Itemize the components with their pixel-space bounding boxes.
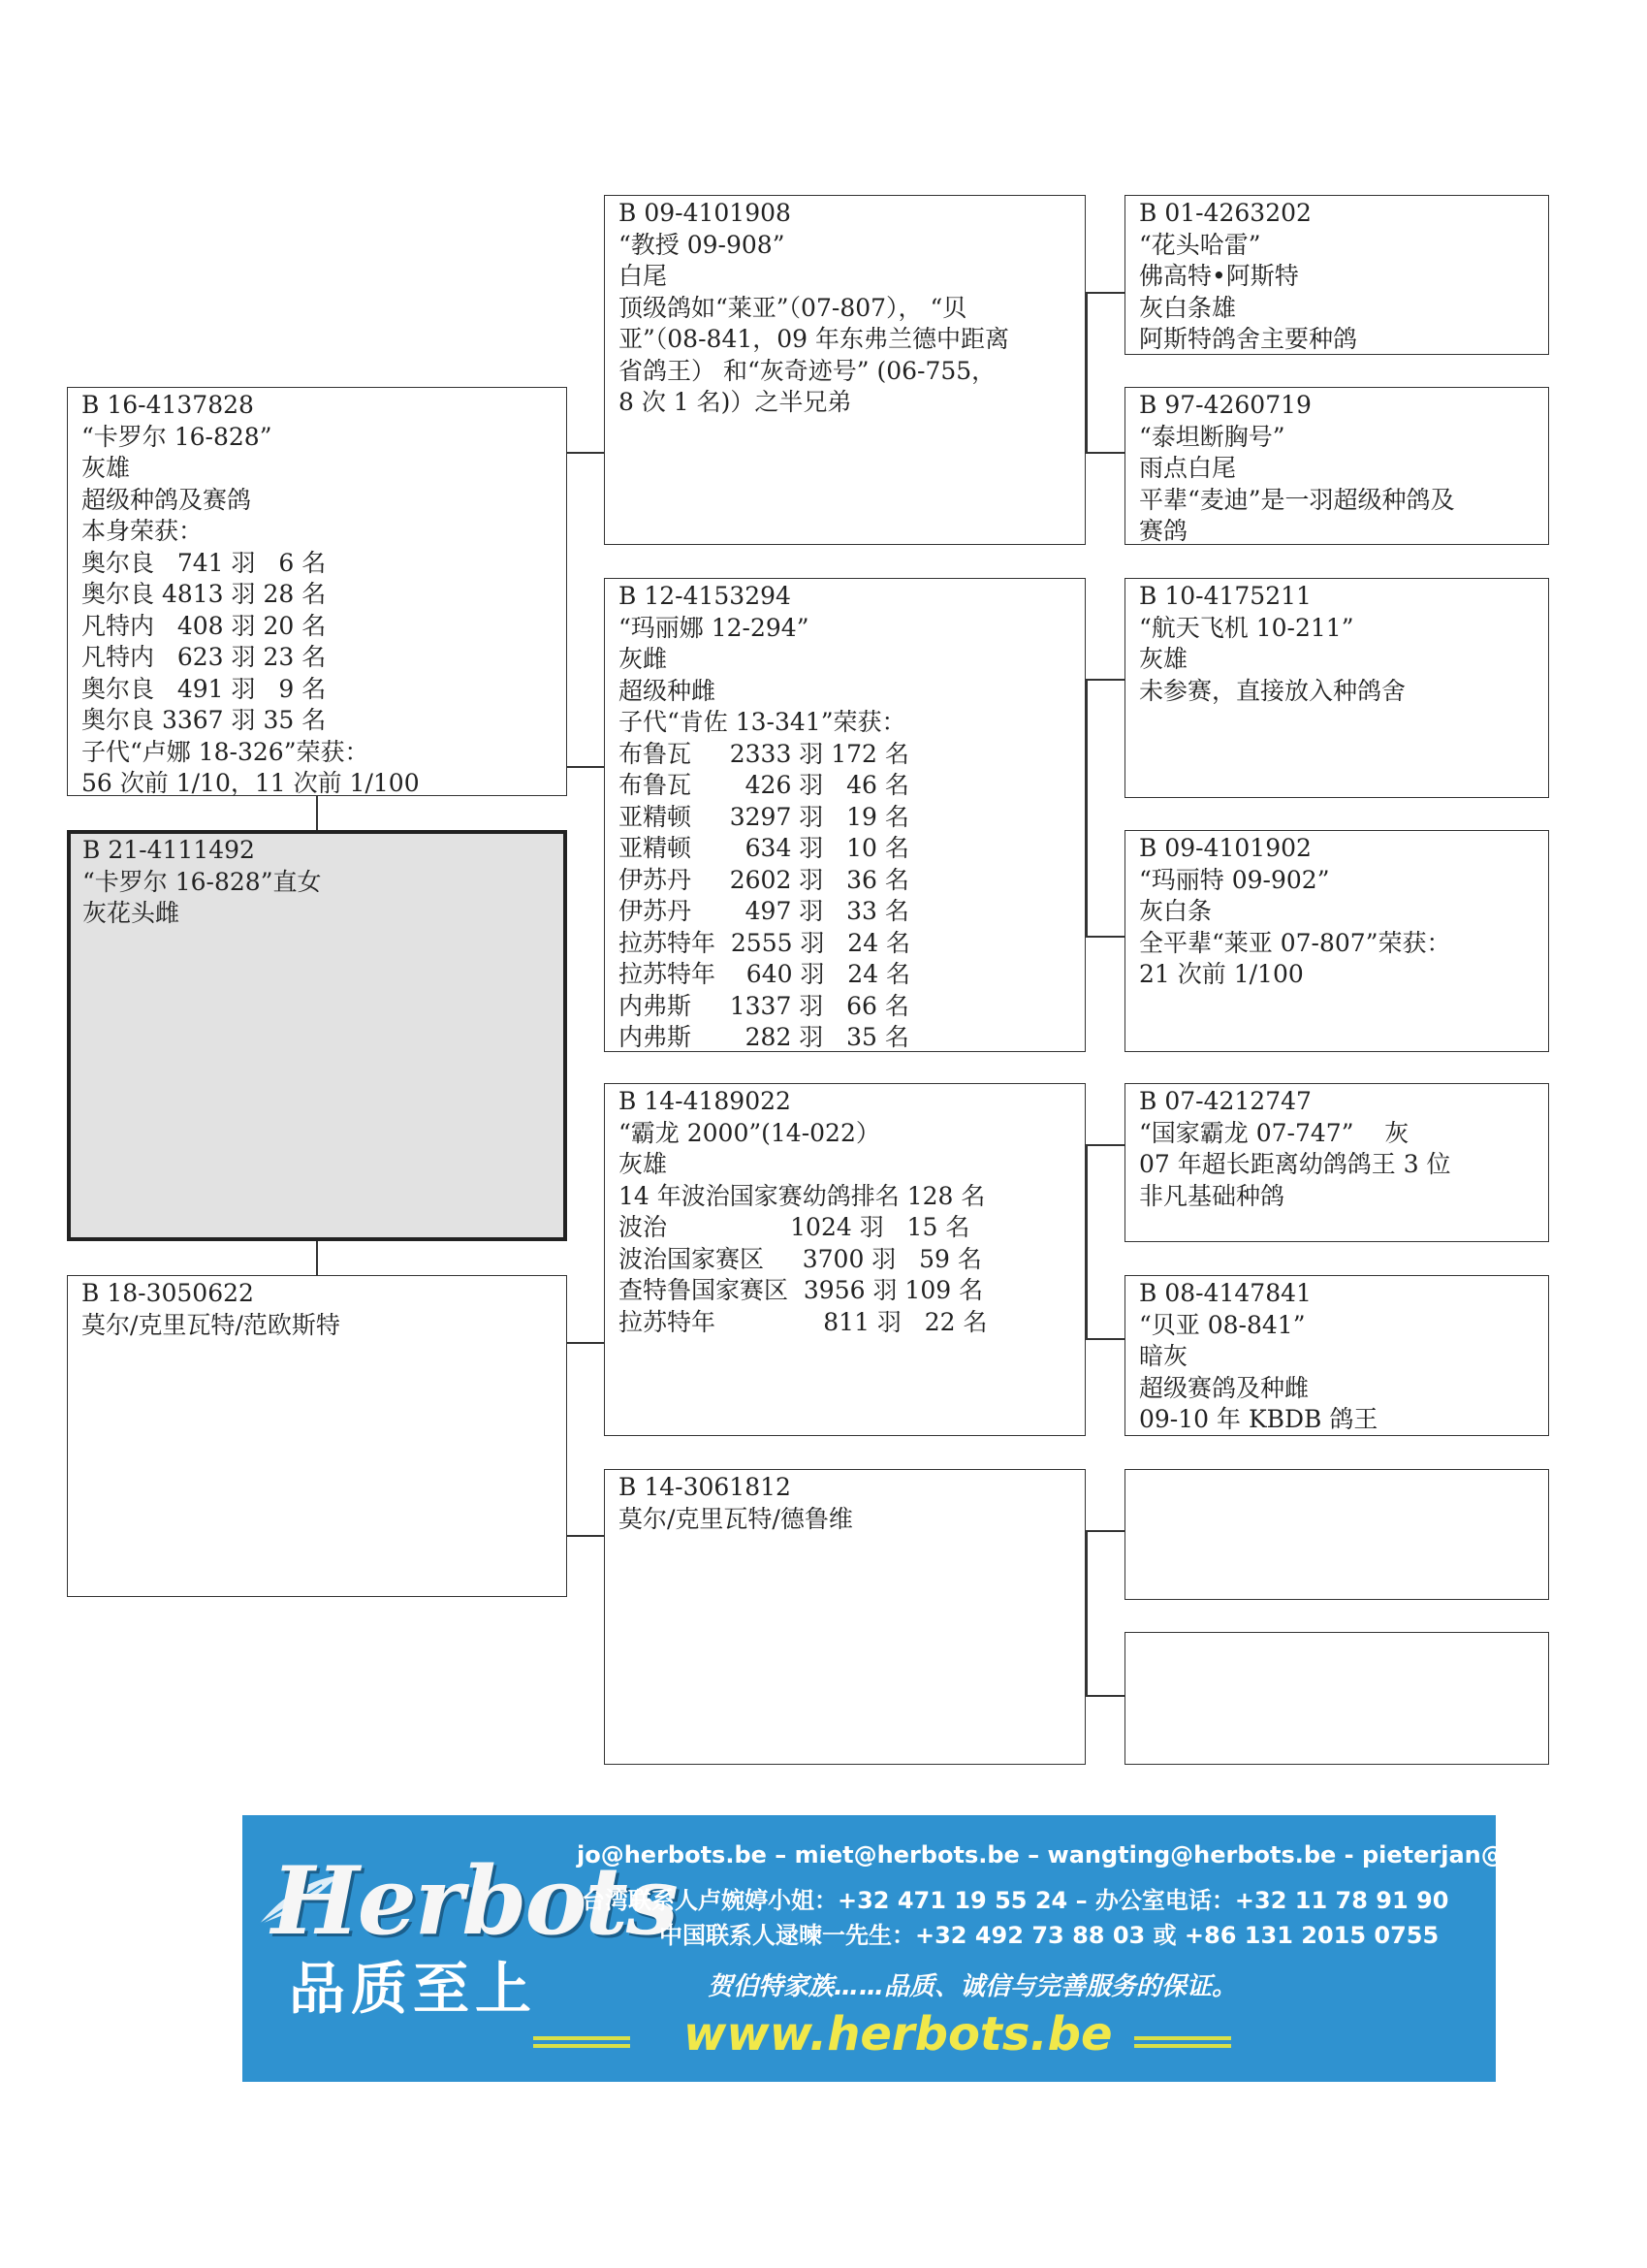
connector: [1086, 1695, 1124, 1697]
pedigree-line: “航天飞机 10-211”: [1139, 613, 1354, 642]
pedigree-line: B 21-4111492: [82, 836, 255, 864]
contact-phone-taiwan: 台湾联系人卢婉婷小姐：+32 471 19 55 24 – 办公室电话：+32 11 78 91 90: [582, 1887, 1449, 1914]
pedigree-line: B 14-4189022: [618, 1087, 791, 1115]
contact-phone-china: 中国联系人逯暕一先生：+32 492 73 88 03 或 +86 131 2015 0755: [659, 1922, 1440, 1949]
contact-emails: jo@herbots.be – miet@herbots.be – wangting@herbots.be - pieterjan@herbots.be: [577, 1841, 1647, 1869]
pedigree-line: 布鲁瓦 426 羽 46 名: [618, 771, 909, 799]
connector: [565, 1535, 604, 1537]
pedigree-line: 灰雄: [81, 454, 131, 482]
pedigree-line: 奥尔良 741 羽 6 名: [81, 548, 327, 577]
sire-dam-box: [604, 578, 1086, 1052]
pedigree-line: B 07-4212747: [1139, 1087, 1312, 1115]
connector: [565, 452, 604, 454]
pedigree-line: 查特鲁国家赛区 3956 羽 109 名: [618, 1276, 984, 1304]
pedigree-line: 8 次 1 名)）之半兄弟: [618, 388, 852, 416]
pedigree-line: 超级赛鸽及种雌: [1139, 1373, 1310, 1402]
pedigree-line: 灰白条雄: [1139, 293, 1237, 322]
pedigree-line: 奥尔良 491 羽 9 名: [81, 674, 327, 703]
pedigree-line: 内弗斯 282 羽 35 名: [618, 1023, 909, 1051]
pedigree-line: 伊苏丹 497 羽 33 名: [618, 897, 909, 925]
pedigree-line: “霸龙 2000”(14-022）: [618, 1118, 880, 1147]
dam-sire-dam-box: [1124, 1275, 1549, 1436]
connector: [1086, 679, 1088, 936]
pedigree-line: 灰雌: [618, 645, 668, 673]
decorative-line: [533, 2044, 630, 2048]
pedigree-line: 超级种鸽及赛鸽: [81, 485, 252, 514]
pedigree-line: B 01-4263202: [1139, 199, 1312, 227]
connector: [1086, 1338, 1124, 1340]
pedigree-line: B 08-4147841: [1139, 1279, 1312, 1307]
connector: [1086, 679, 1124, 681]
connector: [1086, 1530, 1088, 1695]
sire-box: [67, 387, 567, 796]
decorative-line: [1134, 2044, 1231, 2048]
contact-banner: [242, 1815, 1647, 2082]
pedigree-line: “国家霸龙 07-747” 灰: [1139, 1118, 1409, 1147]
pedigree-line: 波治 1024 羽 15 名: [618, 1213, 970, 1241]
pedigree-line: 拉苏特年 2555 羽 24 名: [618, 928, 911, 957]
dam-dam-box: [604, 1469, 1086, 1765]
dam-sire-sire-box: [1124, 1083, 1549, 1242]
sire-dam-sire-box: [1124, 578, 1549, 798]
pedigree-line: 伊苏丹 2602 羽 36 名: [618, 865, 909, 894]
pedigree-line: 21 次前 1/100: [1139, 960, 1304, 988]
pedigree-line: “玛丽特 09-902”: [1139, 865, 1330, 894]
pedigree-line: 凡特内 623 羽 23 名: [81, 643, 327, 671]
slogan: 贺伯特家族……品质、诚信与完善服务的保证。: [708, 1972, 1238, 2001]
pedigree-line: 平辈“麦迪”是一羽超级种鸽及: [1139, 485, 1455, 514]
pedigree-line: 超级种雌: [618, 676, 716, 705]
pedigree-line: B 16-4137828: [81, 391, 254, 419]
connector: [1086, 1144, 1088, 1338]
pedigree-line: 白尾: [618, 262, 668, 290]
connector: [1086, 452, 1124, 454]
pedigree-line: “花头哈雷”: [1139, 230, 1261, 259]
pedigree-line: 暗灰: [1139, 1342, 1188, 1370]
sire-sire-box: [604, 195, 1086, 545]
sire-sire-dam-box: [1124, 387, 1549, 545]
pedigree-line: B 12-4153294: [618, 582, 791, 610]
connector: [1086, 1144, 1124, 1146]
motto: 品质至上: [289, 1956, 538, 2022]
pedigree-line: 子代“卢娜 18-326”荣获：: [81, 737, 369, 766]
pedigree-line: 拉苏特年 640 羽 24 名: [618, 960, 911, 988]
pedigree-line: 非凡基础种鸽: [1139, 1181, 1285, 1210]
decorative-line: [533, 2036, 630, 2040]
pedigree-line: “泰坦断胸号”: [1139, 422, 1285, 451]
connector: [565, 1342, 604, 1344]
connector: [1086, 1530, 1124, 1532]
pedigree-line: 拉苏特年 811 羽 22 名: [618, 1307, 988, 1336]
pedigree-line: 奥尔良 4813 羽 28 名: [81, 580, 327, 608]
pedigree-line: 灰雄: [1139, 645, 1188, 673]
pedigree-line: 亚精顿 634 羽 10 名: [618, 834, 909, 862]
pedigree-line: 顶级鸽如“莱亚”（07-807）， “贝: [618, 293, 967, 322]
pedigree-line: 布鲁瓦 2333 羽 172 名: [618, 739, 909, 768]
pedigree-line: “教授 09-908”: [618, 230, 785, 259]
pedigree-line: 省鸽王） 和“灰奇迹号” (06-755，: [618, 356, 997, 385]
pedigree-line: 07 年超长距离幼鸽鸽王 3 位: [1139, 1150, 1451, 1178]
pedigree-line: B 09-4101902: [1139, 834, 1312, 862]
dam-box: [67, 1275, 567, 1597]
dam-dam-dam-box: [1124, 1632, 1549, 1765]
pedigree-line: 阿斯特鸽舍主要种鸽: [1139, 325, 1358, 353]
pedigree-line: 亚精顿 3297 羽 19 名: [618, 802, 909, 831]
connector: [1086, 292, 1124, 294]
connector: [1086, 936, 1124, 938]
pedigree-line: “玛丽娜 12-294”: [618, 613, 809, 642]
pedigree-line: B 97-4260719: [1139, 391, 1312, 419]
pedigree-line: 佛高特•阿斯特: [1139, 262, 1299, 290]
pedigree-line: B 18-3050622: [81, 1279, 254, 1307]
decorative-line: [1134, 2036, 1231, 2040]
dam-dam-sire-box: [1124, 1469, 1549, 1600]
pedigree-line: “卡罗尔 16-828”直女: [82, 867, 322, 896]
subject-box: [67, 830, 567, 1241]
connector: [565, 766, 604, 768]
sire-sire-sire-box: [1124, 195, 1549, 355]
pedigree-line: 凡特内 408 羽 20 名: [81, 611, 327, 640]
pedigree-line: 波治国家赛区 3700 羽 59 名: [618, 1244, 982, 1273]
pedigree-line: 14 年波治国家赛幼鸽排名 128 名: [618, 1181, 986, 1210]
pedigree-line: 09-10 年 KBDB 鸽王: [1139, 1405, 1378, 1433]
pedigree-line: 本身荣获：: [81, 517, 204, 545]
pedigree-line: 内弗斯 1337 羽 66 名: [618, 991, 909, 1020]
pedigree-line: 未参赛，直接放入种鸽舍: [1139, 676, 1407, 705]
brand-logo: Herbots: [271, 1846, 677, 1956]
pedigree-line: 灰雄: [618, 1150, 668, 1178]
website-link[interactable]: www.herbots.be: [683, 2007, 1113, 2061]
pedigree-line: 雨点白尾: [1139, 454, 1237, 482]
pedigree-line: 莫尔/克里瓦特/德鲁维: [618, 1504, 853, 1533]
pedigree-line: “卡罗尔 16-828”: [81, 422, 272, 451]
connector: [316, 796, 318, 830]
pedigree-line: 亚”（08-841，09 年东弗兰德中距离: [618, 325, 1010, 353]
pedigree-line: 奥尔良 3367 羽 35 名: [81, 706, 327, 734]
pedigree-line: B 10-4175211: [1139, 582, 1312, 610]
pedigree-line: 56 次前 1/10，11 次前 1/100: [81, 769, 420, 797]
pedigree-line: B 09-4101908: [618, 199, 791, 227]
pedigree-line: 子代“肯佐 13-341”荣获：: [618, 708, 906, 736]
pedigree-line: “贝亚 08-841”: [1139, 1310, 1306, 1339]
pedigree-line: 灰白条: [1139, 897, 1213, 925]
connector: [1086, 292, 1088, 452]
dam-sire-box: [604, 1083, 1086, 1436]
pedigree-line: 莫尔/克里瓦特/范欧斯特: [81, 1310, 340, 1339]
pedigree-line: 全平辈“莱亚 07-807”荣获：: [1139, 928, 1451, 957]
connector: [316, 1241, 318, 1275]
pedigree-line: 灰花头雌: [82, 899, 180, 927]
pedigree-line: B 14-3061812: [618, 1473, 791, 1501]
sire-dam-dam-box: [1124, 830, 1549, 1052]
pedigree-line: 赛鸽: [1139, 517, 1188, 545]
